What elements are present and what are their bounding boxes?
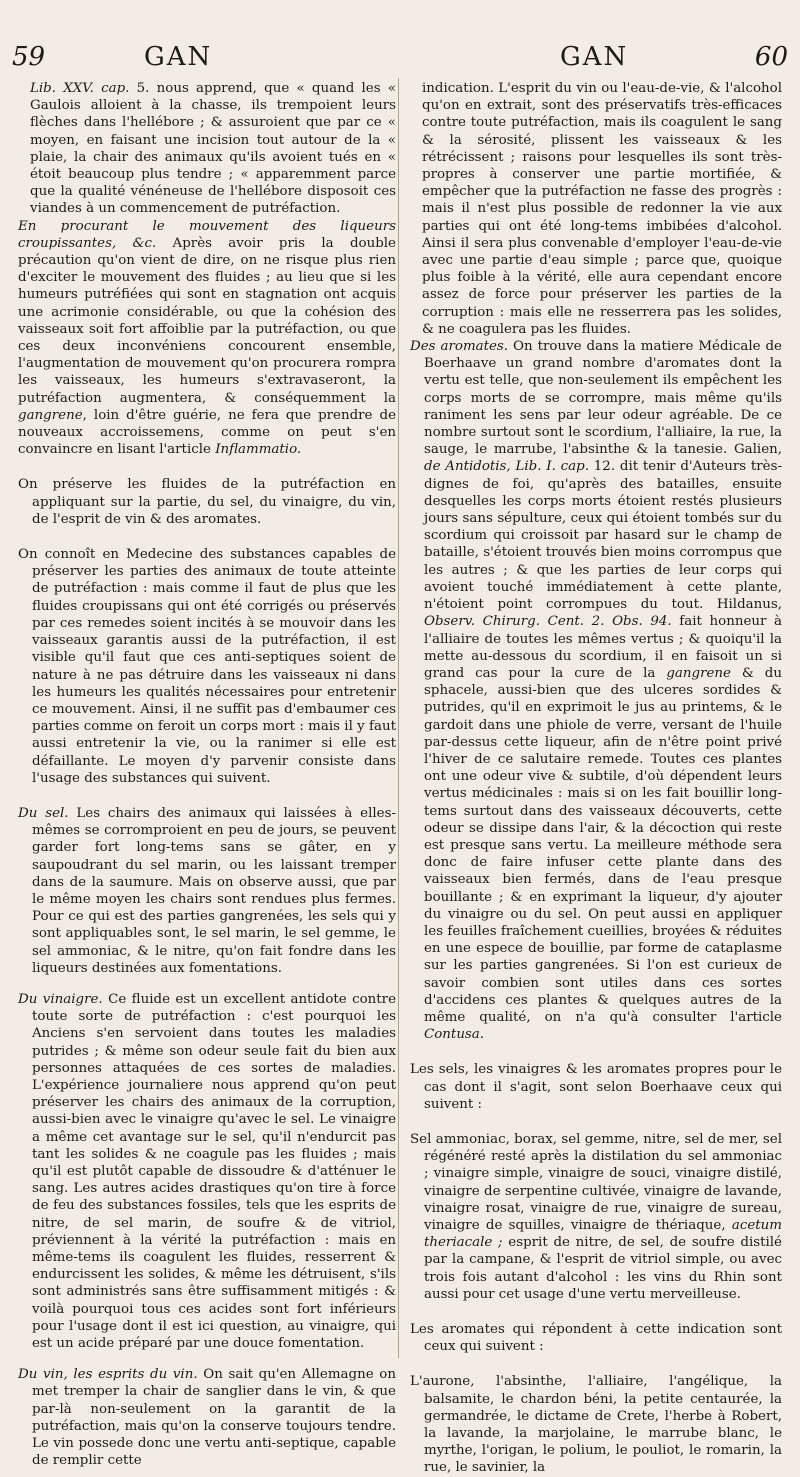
paragraph-text: & du sphacele, aussi-bien que des ulceres sordides & putrides, qu'il en exprimoit le jus au printems, & le gardoit dans une phiole de verre, versant de l'huile par-dessus cette liqueur, afin de n'être point privé l'hiver de ce salutaire remede. Toutes ces plantes ont une odeur vive & subtile, d'où dépendent leurs vertus médicinales : mais si on les fait bouillir long-tems surtout dans des vaisseaux découverts, cette odeur se dissipe dans l'air, & la décoction qui reste est presque sans vertu. La meilleure méthode sera donc de faire infuser cette plante dans des vaisseaux bien fermés, dans de l'eau presque bouillante ; & en exprimant la liqueur, d'y ajouter du vinaigre ou du sel. On peut aussi en appliquer les feuilles fraîchement cueillies, broyées & réduites en une espece de bouillie, par forme de cataplasme sur les parties gangrenées. Si l'on est curieux de savoir combien sont utiles dans ces sortes d'accidens ces plantes & quelques autres de la même qualité, on n'a qu'à consulter l'article xyxy=(424,665,782,1025)
paragraph-esprit-vin xyxy=(410,80,782,338)
paragraph-text: On connoît en Medecine des substances capables de préserver les parties des animaux de toute atteinte de putréfaction : mais comme il faut de plus que les fluides croupissans qui ont été corrigés ou préservés par ces remedes soient incités à se mouvoir dans les vaisseaux garantis aussi de la putréfaction, il est visible qu'il faut que ces anti-septiques soient de nature à ne pas détruire dans les vaisseaux ni dans les humeurs les qualités nécessaires pour entretenir ce mouvement. Ainsi, il ne suffit pas d'embaumer ces parties comme on feroit un corps mort : mais il y faut aussi entretenir la vie, ou la ranimer si elle est défaillante. Le moyen d'y parvenir consiste dans l'usage des substances qui suivent. xyxy=(18,547,396,786)
reference: Lib. XXV. cap. xyxy=(30,81,130,96)
paragraph-aromates-intro xyxy=(410,1321,782,1355)
paragraph-text: esprit de nitre, de sel, de soufre distilé par la campane, & l'esprit de vitriol simple, ou avec trois fois autant d'alcohol : les vins du Rhin sont aussi pour cet usage d'une vertu merveilleuse. xyxy=(424,1235,782,1302)
term-inflammatio: Inflammatio. xyxy=(215,442,302,458)
left-column xyxy=(18,80,396,1469)
term-acetum: acetum theriacale ; xyxy=(424,1218,782,1251)
paragraph-text: Les sels, les vinaigres & les aromates propres pour le cas dont il s'agit, sont selon Boerhaave ceux qui suivent : xyxy=(410,1062,782,1112)
page-number-right: 60 xyxy=(754,42,788,72)
paragraph-du-sel xyxy=(18,805,396,977)
paragraph-text: On sait qu'en Allemagne on met tremper la chair de sanglier dans le vin, & que par-là non-seulement on la garantit de la putréfaction, mais qu'on la conserve toujours tendre. Le vin possede donc une vertu anti-septique, capable de remplir cette xyxy=(32,1367,396,1469)
paragraph-text: Après avoir pris la double précaution qu'on vient de dire, on ne risque plus rien d'exciter le mouvement des fluides ; au lieu que si les humeurs putréfiées qui sont en stagnation ont acquis une acrimonie considérable, ou que la cohésion des vaisseaux soit fort affoiblie par la putréfaction, ou que ces deux inconvéniens concourent ensemble, l'augmentation de mouvement qu'on procurera rompra les vaisseaux, les humeurs s'extravaseront, la putréfaction augmentera, & conséquemment la xyxy=(18,235,396,406)
section-lead: Du vinaigre. xyxy=(18,991,103,1007)
term-gangrene: gangrene xyxy=(666,665,731,681)
term-gangrene: gangrene xyxy=(18,407,83,423)
term-contusa: Contusa. xyxy=(424,1027,485,1043)
paragraph-text: 5. nous apprend, que « quand les « Gaulois alloient à la chasse, ils trempoient leurs flèches dans l'hellébore ; & assuroient que par ce « moyen, en faisant une incision tout autour de la « plaie, la chair des animaux qu'ils avoient tués en « étoit beaucoup plus tendre ; « apparemment parce que la qualité vénéneuse de l'hellébore disposoit ces viandes à un commencement de putréfaction. xyxy=(30,81,396,217)
right-column xyxy=(410,80,782,1477)
paragraph-text: Ce fluide est un excellent antidote contre toute sorte de putréfaction : c'est pourquoi les Anciens s'en servoient dans toutes les maladies putrides ; & même son odeur seule fait du bien aux personnes attaquées de ces sortes de maladies. L'expérience journaliere nous apprend qu'on peut préserver les chairs des animaux de la corruption, aussi-bien avec le vinaigre qu'avec le sel. Le vinaigre a même cet avantage sur le sel, qu'il n'endurcit pas tant les solides & ne coagule pas les fluides ; mais qu'il est plutôt capable de dissoudre & d'atténuer le sang. Les autres acides drastiques qu'on tire à force de feu des substances fossiles, tels que les esprits de nitre, de sel marin, de soufre & de vitriol, préviennent à la vérité la putréfaction : mais en même-tems ils coagulent les fluides, resserrent & endurcissent les solides, & même les détruisent, s'ils sont administrés sans être suffisamment mitigés : & voilà pourquoi tous ces acides sont fort inférieurs pour l'usage dont il est ici question, au vinaigre, qui est un acide préparé par une douce fomentation. xyxy=(32,991,396,1352)
section-lead: En procurant le mouvement des liqueurs croupissantes, &c. xyxy=(18,218,396,251)
paragraph-sels-list-intro xyxy=(410,1061,782,1113)
column-divider xyxy=(398,78,399,1358)
section-lead: Des aromates. xyxy=(410,339,509,355)
paragraph-du-vinaigre xyxy=(18,991,396,1352)
paragraph-text: On trouve dans la matiere Médicale de Boerhaave un grand nombre d'aromates dont la vertu est telle, que non-seulement ils empêchent les corps morts de se corrompre, mais même qu'ils raniment les sens par leur odeur agréable. De ce nombre surtout sont le scordium, l'alliaire, la rue, la sauge, le marrube, l'absinthe & la tanesie. Galien, xyxy=(424,339,782,458)
reference: Observ. Chirurg. Cent. 2. Obs. 94. xyxy=(424,614,672,630)
paragraph-text: fait honneur à l'alliaire de toutes les mêmes vertus ; & quoiqu'il la mette au-dessous du scordium, il en faisoit un si grand cas pour la cure de la xyxy=(424,614,783,681)
paragraph-text: 12. dit tenir d'Auteurs très-dignes de foi, qu'après des batailles, ensuite desquelles les corps morts étoient restés plusieurs jours sans sépulture, ceux qui étoient tombés sur du scordium qui croissoit par hasard sur le champ de bataille, s'étoient trouvés bien moins corrompus que les autres ; & que les parties de leur corps qui avoient touché immédiatement à cette plante, n'étoient point corrompues du tout. Hildanus, xyxy=(424,459,782,613)
paragraph-text: Sel ammoniac, borax, sel gemme, nitre, sel de mer, sel régénéré resté après la distilation du sel ammoniac ; vinaigre simple, vinaigre de souci, vinaigre distilé, vinaigre de serpentine cultivée, vinaigre de lavande, vinaigre rosat, vinaigre de rue, vinaigre de sureau, vinaigre de squilles, vinaigre de thériaque, xyxy=(410,1131,782,1233)
section-lead: Du vin, les esprits du vin. xyxy=(18,1367,198,1383)
paragraph-preserve xyxy=(18,476,396,528)
paragraph-aromates-list xyxy=(410,1373,782,1476)
page-number-left: 59 xyxy=(12,42,46,72)
paragraph-text: Les aromates qui répondent à cette indication sont ceux qui suivent : xyxy=(410,1322,782,1355)
paragraph-text: , loin d'être guérie, ne fera que prendre de nouveaux accroissemens, comme on peut s'en convaincre en lisant l'article xyxy=(18,407,396,458)
paragraph-sels-list xyxy=(410,1131,782,1303)
paragraph-des-aromates xyxy=(410,338,782,1043)
paragraph-text: On préserve les fluides de la putréfaction en appliquant sur la partie, du sel, du vinaigre, du vin, de l'esprit de vin & des aromates. xyxy=(18,477,396,527)
page-header xyxy=(0,40,800,80)
paragraph-pliny-quote xyxy=(18,80,396,218)
paragraph-substances xyxy=(18,546,396,787)
paragraph-du-vin xyxy=(18,1366,396,1469)
paragraph-text: indication. L'esprit du vin ou l'eau-de-vie, & l'alcohol qu'on en extrait, sont des préservatifs très-efficaces contre toute putréfaction, mais ils coagulent le sang & la sérosité, plissent les vaisseaux & les rétrécissent ; raisons pour lesquelles ils sont très-propres à conserver une partie mortifiée, & empêcher que la putréfaction ne fasse des progrès : mais il n'est plus possible de redonner la vie aux parties qui ont été long-tems imbibées d'alcohol. Ainsi il sera plus convenable d'employer l'eau-de-vie avec une partie d'eau simple ; parce que, quoique plus foible à la vérité, elle aura cependant encore assez de force pour préserver les parties de la corruption : mais elle ne resserrera pas les solides, & ne coagulera pas les fluides. xyxy=(422,81,782,337)
paragraph-text: Les chairs des animaux qui laissées à elles-mêmes se corromproient en peu de jours, se peuvent garder fort long-tems sans se gâter, en y saupoudrant du sel marin, ou les laissant tremper dans de la saumure. Mais on observe aussi, que par le même moyen les chairs sont rendues plus fermes. Pour ce qui est des parties gangrenées, les sels qui y sont appliquables sont, le sel marin, le sel gemme, le sel ammoniac, & le nitre, qu'on fait fondre dans les liqueurs destinées aux fomentations. xyxy=(32,805,396,976)
paragraph-text: L'aurone, l'absinthe, l'alliaire, l'angélique, la balsamite, le chardon béni, la petite centaurée, la germandrée, le dictame de Crete, l'herbe à Robert, la lavande, la marjolaine, le marrube blanc, le myrthe, l'origan, le polium, le pouliot, le romarin, la rue, le savinier, la xyxy=(410,1374,782,1476)
section-lead: Du sel. xyxy=(18,805,69,821)
reference: de Antidotis, Lib. I. cap. xyxy=(424,459,589,475)
running-head-left: GAN xyxy=(144,42,213,72)
paragraph-mouvement xyxy=(18,218,396,459)
running-head-right: GAN xyxy=(560,42,629,72)
